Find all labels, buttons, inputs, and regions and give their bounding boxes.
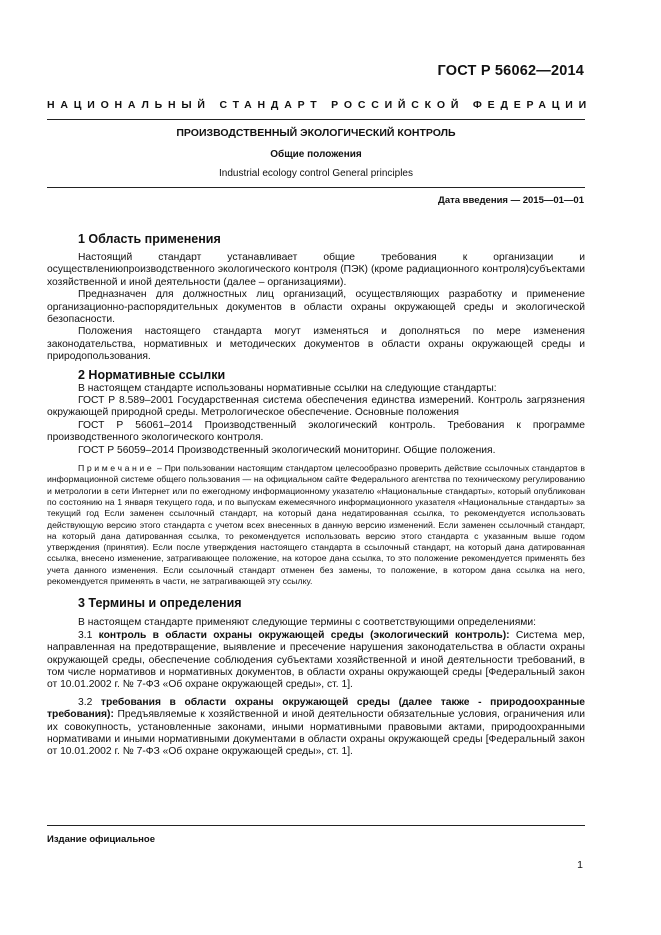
- paragraph: Предназначен для должностных лиц организаций, осуществляющих разработку и применение организационно-распорядительных документов в области охраны окружающей среды и экологической безопасности.: [47, 289, 585, 326]
- title-divider: [47, 187, 585, 188]
- reference-item: ГОСТ Р 56059–2014 Производственный экологический мониторинг. Общие положения.: [78, 444, 496, 456]
- term-definition: [47, 630, 585, 692]
- term-number: 3.1: [78, 629, 99, 641]
- page-number: 1: [577, 859, 583, 871]
- note-text: – При пользовании настоящим стандартом целесообразно проверить действие ссылочных стандартов в информационной системе общего пользования — на официальном сайте Федерального агентства по техническому регулированию и метрологии в сети Интернет или по ежегодному информационному указателю «Национальные стандарты», который опубликован по состоянию на 1 января текущего года, и по выпускам ежемесячного информационного указателя «Национальные стандарты» за текущий год Если заменен ссылочный стандарт, на который дана недатированная ссылка, то рекомендуется использовать действующую версию этого стандарта с учетом всех внесенных в данную версию изменений. Если заменен ссылочный стандарт, на который дана датированная ссылка, то рекомендуется использовать версию этого стандарта с указанным выше годом утверждения (принятия). Если после утверждения настоящего стандарта в ссылочный стандарт, на который дана датированная ссылка, внесено изменение, затрагивающее положение, на которое дана ссылка, то это положение рекомендуется применять без учета данного изменения. Если ссылочный стандарт отменен без замены, то положение, в котором дана ссылка на него, рекомендуется применять в части, не затрагивающей эту ссылку.: [47, 463, 585, 587]
- standard-title-english: Industrial ecology control General principles: [219, 168, 413, 179]
- term-name: контроль в области охраны окружающей среды (экологический контроль):: [98, 629, 510, 641]
- standard-title: ПРОИЗВОДСТВЕННЫЙ ЭКОЛОГИЧЕСКИЙ КОНТРОЛЬ: [176, 127, 456, 139]
- term-text: Предъявляемые к хозяйственной и иной деятельности обязательные условия, ограничения или их совокупность, установленные законами, иными нормативными правовыми актами, природоохранными нормативами и иными нормативными документами в области охраны окружающей среды [Федеральный закон от 10.01.2002 г. № 7-ФЗ «Об охране окружающей среды», ст. 1].: [47, 709, 585, 758]
- reference-item: ГОСТ Р 8.589–2001 Государственная система обеспечения единства измерений. Контроль загрязнения окружающей природной среды. Метрологическое обеспечение. Основные положения: [47, 395, 585, 419]
- official-edition-label: Издание официальное: [47, 834, 155, 845]
- paragraph: Настоящий стандарт устанавливает общие требования к организации и осуществлениюпроизводственного экологического контроля (ПЭК) (кроме радиационного контроля)субъектами хозяйственной и иной деятельности (далее – организациями).: [47, 252, 585, 288]
- document-number: ГОСТ Р 56062—2014: [437, 63, 584, 79]
- footer-divider: [47, 825, 585, 826]
- reference-item: ГОСТ Р 56061–2014 Производственный экологический контроль. Требования к программе производственного экологического контроля.: [47, 419, 585, 444]
- paragraph: В настоящем стандарте использованы нормативные ссылки на следующие стандарты:: [78, 382, 497, 394]
- header-divider: [47, 119, 585, 120]
- section-heading-normative-references: 2 Нормативные ссылки: [78, 367, 226, 382]
- paragraph: Положения настоящего стандарта могут изменяться и дополняться по мере изменения законодательства, нормативных и методических документов в области охраны окружающей среды и природопользования.: [47, 326, 585, 363]
- national-standard-banner: НАЦИОНАЛЬНЫЙ СТАНДАРТ РОССИЙСКОЙ ФЕДЕРАЦИИ: [47, 99, 592, 111]
- note-label: Примечание: [78, 463, 155, 474]
- term-text: Система мер, направленная на предотвращение, выявление и пресечение нарушения законодательства в области охраны окружающей среды, обеспечение соблюдения субъектами хозяйственной и иной деятельности требований, в том числе нормативов и нормативных документов, в области охраны окружающей среды [Федеральный закон от 10.01.2002 г. № 7-ФЗ «Об охране окружающей среды», ст. 1].: [47, 629, 585, 691]
- term-name: требования в области охраны окружающей среды (далее также - природоохранные требования):: [47, 696, 585, 721]
- standard-subtitle: Общие положения: [270, 149, 362, 160]
- section-heading-scope: 1 Область применения: [78, 232, 221, 246]
- term-number: 3.2: [78, 696, 101, 708]
- document-body: [47, 231, 585, 759]
- introduction-date: Дата введения — 2015—01—01: [438, 195, 584, 206]
- note-block: [47, 463, 585, 587]
- section-heading-terms: 3 Термины и определения: [78, 596, 242, 611]
- paragraph: В настоящем стандарте применяют следующие термины с соответствующими определениями:: [78, 617, 536, 629]
- term-definition: [47, 697, 585, 759]
